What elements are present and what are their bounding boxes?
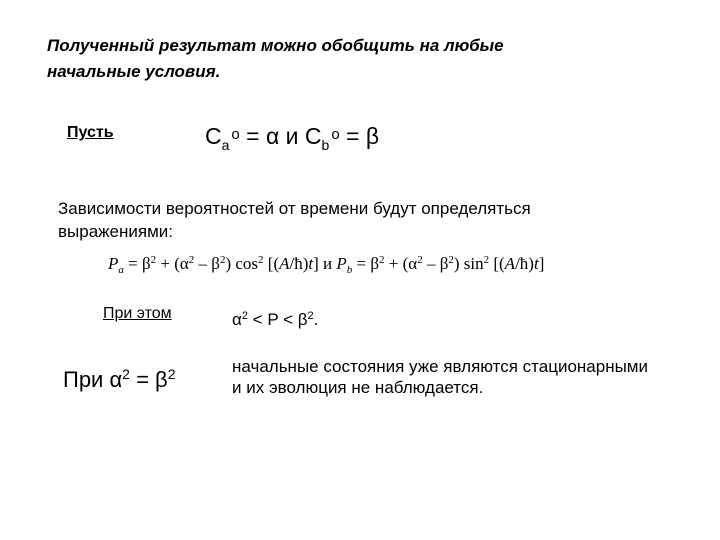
stationary-line-1: начальные состояния уже являются стационарными (232, 357, 648, 376)
time-symbol: t (308, 254, 314, 273)
formula-part: + (α (156, 254, 189, 273)
formula-part: ] (538, 254, 545, 273)
exponent: 2 (417, 254, 423, 266)
alpha-symbol: α (232, 310, 242, 329)
equal-case-middle: = β (129, 367, 168, 392)
formula-part: ] и (313, 254, 337, 273)
intro-line-2: начальные условия. (47, 62, 221, 81)
exponent: 2 (188, 254, 195, 266)
initial-conditions (205, 123, 379, 153)
intro-line-1: Полученный результат можно обобщить на любые (47, 36, 504, 55)
eq-beta: = β (339, 123, 380, 149)
cb-symbol: C (304, 123, 322, 149)
stationary-line-2: и их эволюция не наблюдается. (232, 378, 484, 397)
ca-symbol: C (205, 123, 222, 149)
at-this-label: При этом (103, 305, 172, 322)
formula-part: = β (123, 254, 151, 273)
intro-text (47, 33, 504, 85)
formula-part: /ħ) (289, 254, 309, 273)
inequality-middle: < P < β (247, 310, 308, 329)
formula-part: = β (352, 254, 380, 273)
exponent: 2 (241, 310, 248, 322)
period: . (313, 310, 319, 329)
exponent: 2 (379, 254, 385, 266)
dependencies-line-2: выражениями: (58, 222, 173, 241)
exponent: 2 (150, 254, 157, 266)
exponent: 2 (448, 254, 454, 266)
formula-part: [( (489, 254, 505, 273)
amplitude-symbol: A (279, 254, 290, 273)
equal-case-prefix: При (63, 367, 110, 392)
formula-part: ) sin (453, 254, 484, 273)
exponent: 2 (483, 254, 490, 266)
ca-subscript: a (221, 137, 230, 153)
pa-symbol: P (108, 254, 119, 273)
exponent: 2 (122, 366, 130, 382)
ca-degree: o (231, 126, 240, 143)
equal-case (63, 366, 176, 393)
dependencies-line-1: Зависимости вероятностей от времени будут определяться (58, 199, 531, 218)
dependencies-text (58, 197, 531, 243)
exponent: 2 (258, 254, 264, 266)
formula-part: – β (194, 254, 220, 273)
pb-subscript: b (346, 264, 353, 276)
probability-bounds (232, 310, 318, 330)
formula-part: /ħ) (515, 254, 534, 273)
eq-alpha: = α и (239, 123, 305, 149)
amplitude-symbol: A (504, 254, 516, 273)
alpha-symbol: α (109, 367, 123, 392)
exponent: 2 (307, 310, 314, 322)
exponent: 2 (167, 366, 176, 382)
exponent: 2 (219, 254, 226, 266)
probability-formula (108, 254, 544, 276)
cb-degree: o (331, 126, 340, 143)
pb-symbol: P (336, 254, 347, 273)
formula-part: [( (263, 254, 280, 273)
formula-part: ) cos (225, 254, 259, 273)
let-label: Пусть (67, 124, 114, 141)
stationary-text (232, 356, 648, 398)
cb-subscript: b (321, 137, 330, 153)
pa-subscript: a (118, 264, 124, 276)
formula-part: + (α (384, 254, 418, 273)
formula-part: – β (422, 254, 449, 273)
time-symbol: t (533, 254, 539, 273)
